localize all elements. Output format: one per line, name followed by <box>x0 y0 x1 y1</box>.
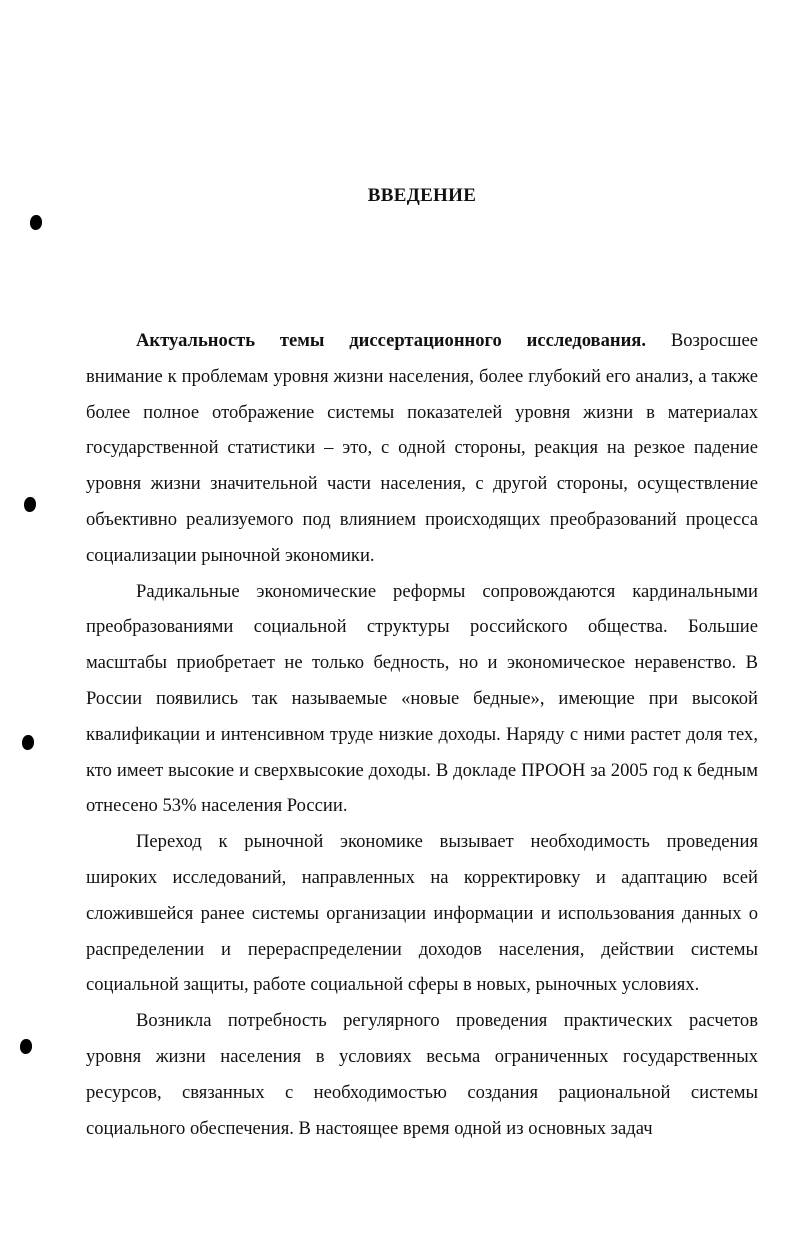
paragraph-topic-relevance <box>86 323 758 574</box>
page-title: ВВЕДЕНИЕ <box>367 185 477 206</box>
paragraph-market-transition: Переход к рыночной экономике вызывает необходимость проведения широких исследований, направленных на корректировку и адаптацию всей сложившейся ранее системы организации информации и использования данных о распределении и перераспределении доходов населения, действии системы социальной защиты, работе социальной сферы в новых, рыночных условиях. <box>86 831 758 996</box>
punch-hole-mark <box>22 735 34 750</box>
document-body <box>86 323 758 1146</box>
paragraph-lead-heading: Актуальность темы диссертационного исследования. <box>136 330 647 351</box>
punch-hole-mark <box>24 497 36 512</box>
paragraph-reforms: Радикальные экономические реформы сопровождаются кардинальными преобразованиями социальной структуры российского общества. Большие масштабы приобретает не только бедность, но и экономическое неравенство. В России появились так называемые «новые бедные», имеющие при высокой квалификации и интенсивном труде низкие доходы. Наряду с ними растет доля тех, кто имеет высокие и сверхвысокие доходы. В докладе ПРООН за 2005 год к бедным отнесено 53% населения России. <box>86 580 758 817</box>
paragraph-living-standard-calculations: Возникла потребность регулярного проведения практических расчетов уровня жизни населения в условиях весьма ограниченных государственных ресурсов, связанных с необходимостью создания рациональной системы социального обеспечения. В настоящее время одной из основных задач <box>86 1010 758 1139</box>
punch-hole-mark <box>20 1039 32 1054</box>
punch-hole-mark <box>30 215 42 230</box>
paragraph-text: Возросшее внимание к проблемам уровня жизни населения, более глубокий его анализ, а также более полное отображение системы показателей уровня жизни в материалах государственной статистики – это, с одной стороны, реакция на резкое падение уровня жизни значительной части населения, с другой стороны, осуществление объективно реализуемого под влиянием происходящих преобразований процесса социализации рыночной экономики. <box>86 330 759 566</box>
